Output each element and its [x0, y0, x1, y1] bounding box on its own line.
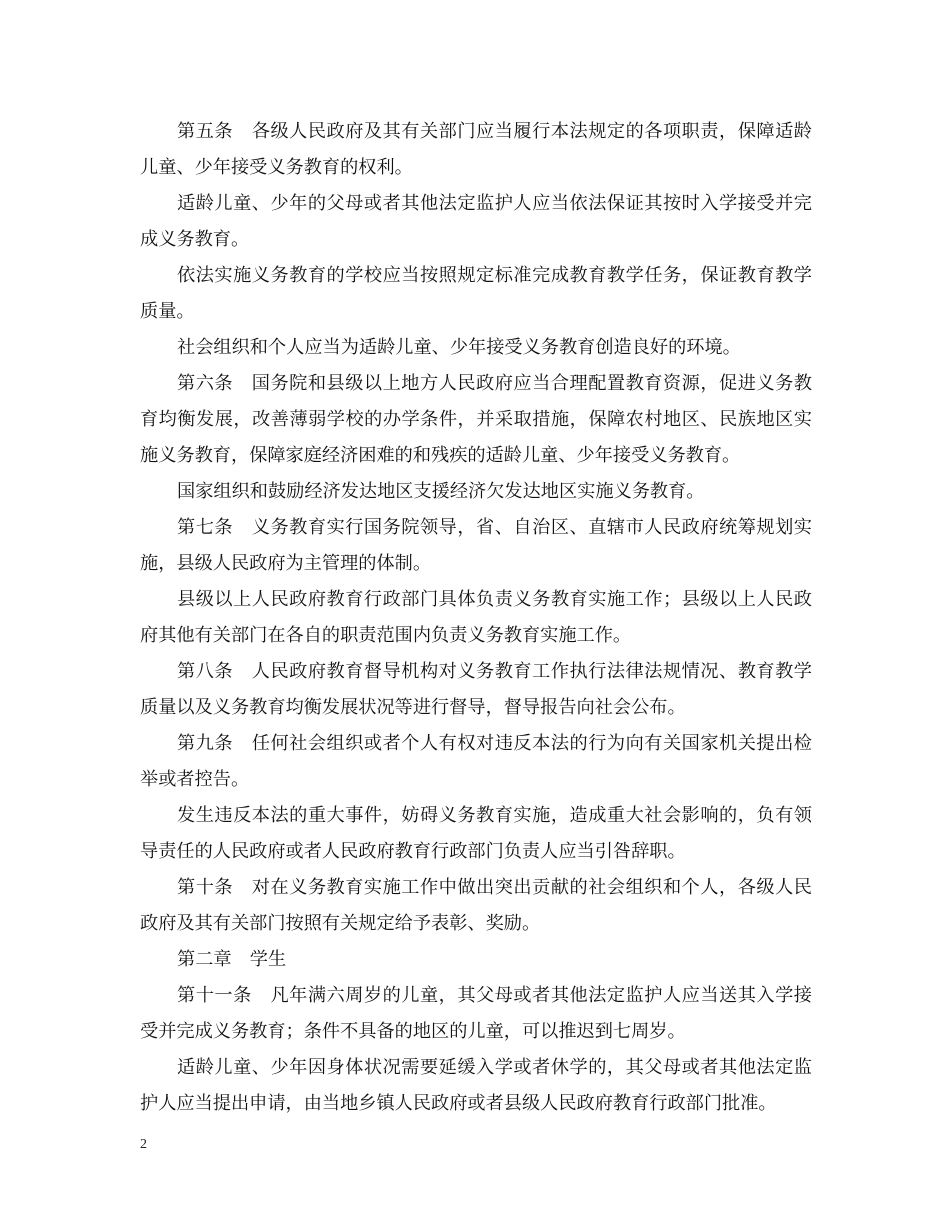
chapter-heading: 第二章 学生	[177, 949, 287, 970]
paragraph-article-5: 第五条 各级人民政府及其有关部门应当履行本法规定的各项职责，保障适龄儿童、少年接受义务教育的权利。	[140, 121, 812, 178]
paragraph-article-6: 第六条 国务院和县级以上地方人民政府应当合理配置教育资源，促进义务教育均衡发展，改善薄弱学校的办学条件，并采取措施，保障农村地区、民族地区实施义务教育，保障家庭经济困难的和残疾的适龄儿童、少年接受义务教育。	[140, 373, 812, 466]
document-body	[140, 114, 812, 1122]
paragraph-deferral: 适龄儿童、少年因身体状况需要延缓入学或者休学的，其父母或者其他法定监护人应当提出申请，由当地乡镇人民政府或者县级人民政府教育行政部门批准。	[140, 1057, 812, 1114]
paragraph-regional-support: 国家组织和鼓励经济发达地区支援经济欠发达地区实施义务教育。	[177, 481, 705, 502]
paragraph-county-responsibility: 县级以上人民政府教育行政部门具体负责义务教育实施工作；县级以上人民政府其他有关部门在各自的职责范围内负责义务教育实施工作。	[140, 589, 812, 646]
paragraph-society-duty: 社会组织和个人应当为适龄儿童、少年接受义务教育创造良好的环境。	[177, 337, 741, 358]
paragraph-article-11: 第十一条 凡年满六周岁的儿童，其父母或者其他法定监护人应当送其入学接受并完成义务教育；条件不具备的地区的儿童，可以推迟到七周岁。	[140, 985, 812, 1042]
paragraph-article-9: 第九条 任何社会组织或者个人有权对违反本法的行为向有关国家机关提出检举或者控告。	[140, 733, 812, 790]
paragraph-school-duty: 依法实施义务教育的学校应当按照规定标准完成教育教学任务，保证教育教学质量。	[140, 265, 812, 322]
paragraph-article-7: 第七条 义务教育实行国务院领导，省、自治区、直辖市人民政府统筹规划实施，县级人民政府为主管理的体制。	[140, 517, 812, 574]
page-number: 2	[140, 1137, 147, 1152]
paragraph-article-10: 第十条 对在义务教育实施工作中做出突出贡献的社会组织和个人，各级人民政府及其有关部门按照有关规定给予表彰、奖励。	[140, 877, 812, 934]
paragraph-resignation: 发生违反本法的重大事件，妨碍义务教育实施，造成重大社会影响的，负有领导责任的人民政府或者人民政府教育行政部门负责人应当引咎辞职。	[140, 805, 812, 862]
paragraph-article-8: 第八条 人民政府教育督导机构对义务教育工作执行法律法规情况、教育教学质量以及义务教育均衡发展状况等进行督导，督导报告向社会公布。	[140, 661, 812, 718]
paragraph-guardian-duty: 适龄儿童、少年的父母或者其他法定监护人应当依法保证其按时入学接受并完成义务教育。	[140, 193, 812, 250]
